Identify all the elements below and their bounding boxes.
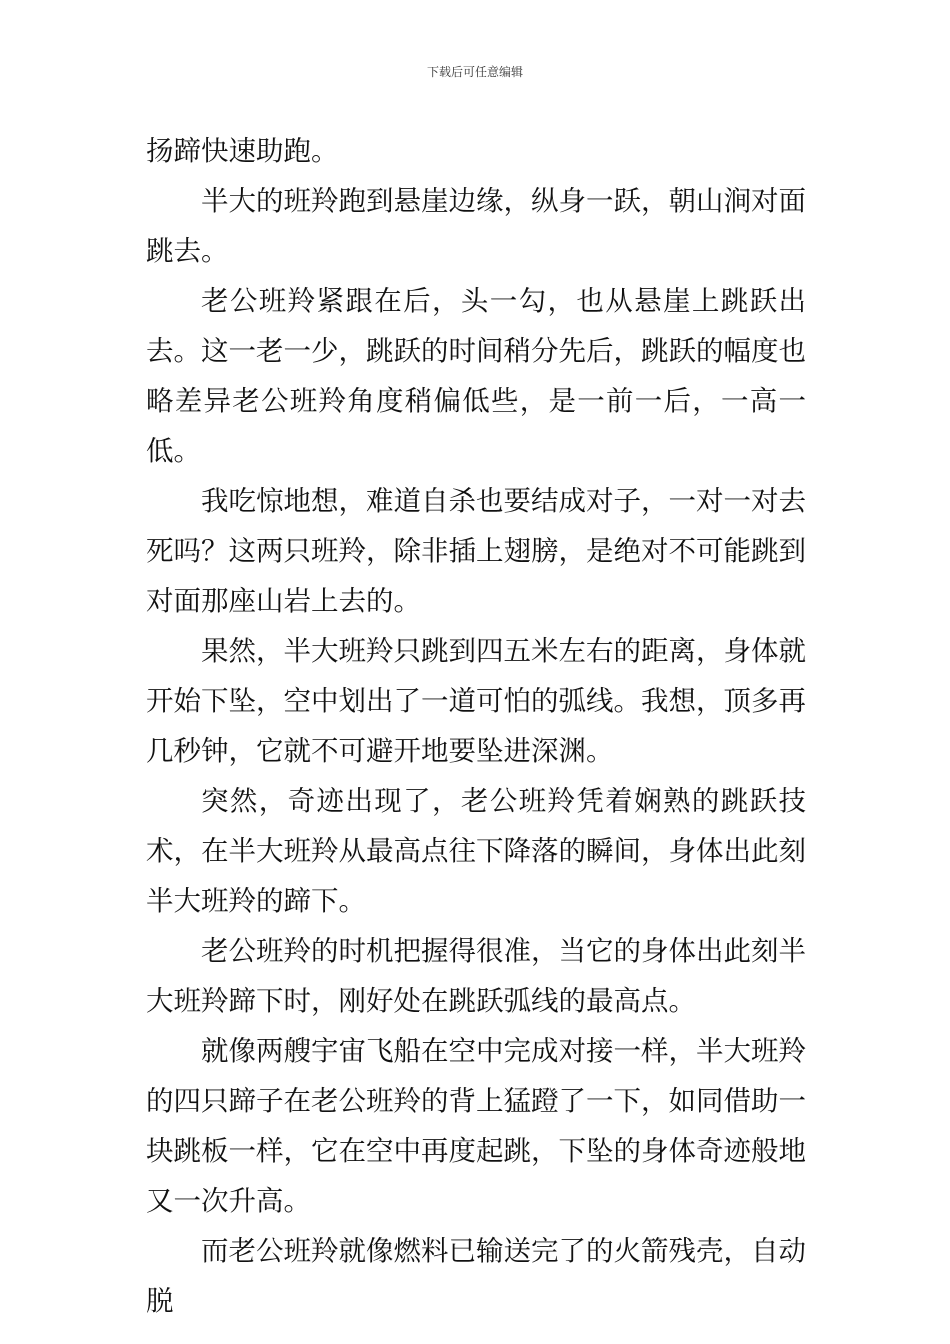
paragraph: 扬蹄快速助跑。 xyxy=(146,135,339,167)
paragraph: 我吃惊地想，难道自杀也要结成对子，一对一对去死吗？这两只班羚，除非插上翅膀，是绝对不可能跳到对面那座山岩上去的。 xyxy=(146,485,806,617)
paragraph: 突然，奇迹出现了，老公班羚凭着娴熟的跳跃技术，在半大班羚从最高点往下降落的瞬间，身体出此刻半大班羚的蹄下。 xyxy=(146,785,806,917)
paragraph: 老公班羚紧跟在后，头一勾，也从悬崖上跳跃出去。这一老一少，跳跃的时间稍分先后，跳跃的幅度也略差异老公班羚角度稍偏低些，是一前一后，一高一低。 xyxy=(146,285,806,467)
paragraph: 半大的班羚跑到悬崖边缘，纵身一跃，朝山涧对面跳去。 xyxy=(146,185,806,267)
paragraph: 就像两艘宇宙飞船在空中完成对接一样，半大班羚的四只蹄子在老公班羚的背上猛蹬了一下，如同借助一块跳板一样，它在空中再度起跳，下坠的身体奇迹般地又一次升高。 xyxy=(146,1035,806,1217)
document-body xyxy=(146,126,806,1326)
paragraph: 而老公班羚就像燃料已输送完了的火箭残壳，自动脱 xyxy=(146,1235,806,1317)
paragraph: 老公班羚的时机把握得很准，当它的身体出此刻半大班羚蹄下时，刚好处在跳跃弧线的最高点。 xyxy=(146,935,806,1017)
paragraph: 果然，半大班羚只跳到四五米左右的距离，身体就开始下坠，空中划出了一道可怕的弧线。我想，顶多再几秒钟，它就不可避开地要坠进深渊。 xyxy=(146,635,806,767)
page-header: 下载后可任意编辑 xyxy=(426,65,523,79)
